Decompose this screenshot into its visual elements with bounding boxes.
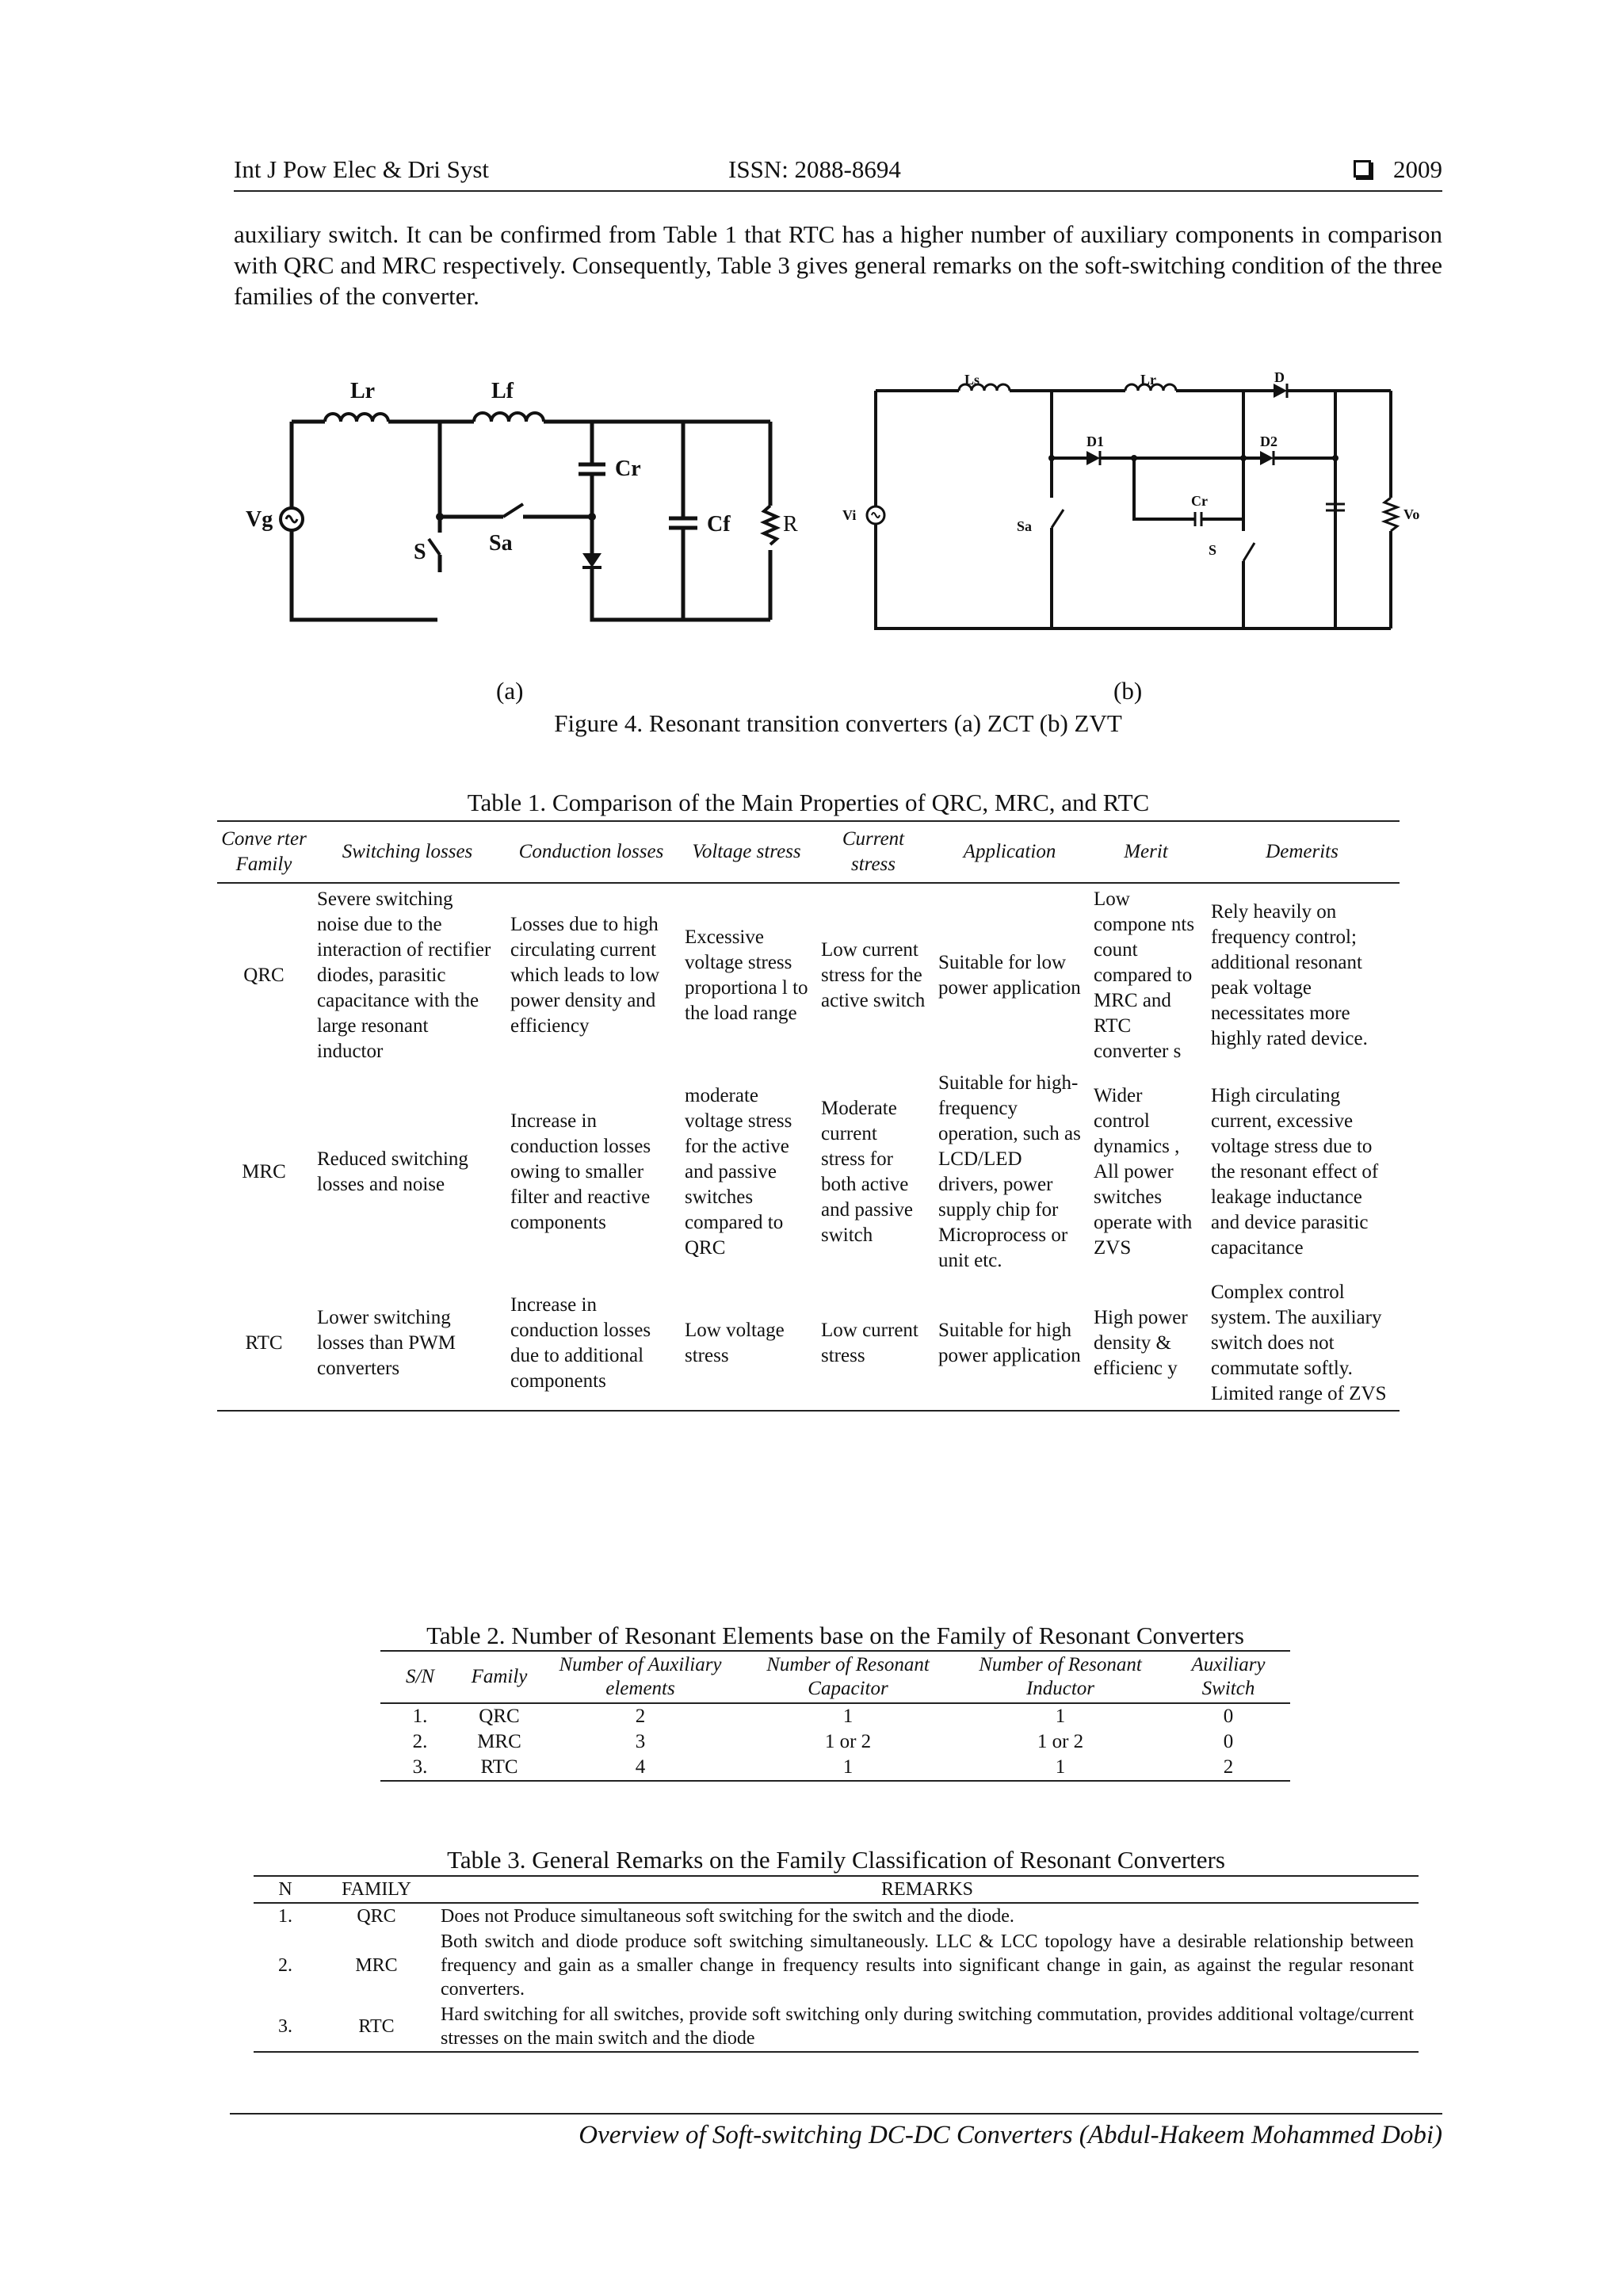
table-cell: Suitable for high power application: [932, 1277, 1087, 1411]
square-bullet-icon: [1354, 160, 1371, 178]
table3-header: FAMILY: [317, 1876, 436, 1903]
table-cell: Both switch and diode produce soft switching simultaneously. LLC & LCC topology have a desirable relationship between frequency and gain as a smaller change in frequency results into significant change in gain, as against the regular resonant converters.: [441, 1931, 1414, 2000]
circuit-diagram-zct: [238, 372, 808, 634]
label-lf: Lf: [491, 379, 514, 403]
table1-caption: Table 1. Comparison of the Main Properties of QRC, MRC, and RTC: [467, 789, 1150, 816]
table-cell: Increase in conduction losses due to additional components: [504, 1277, 678, 1411]
table1: [217, 820, 1400, 1412]
table-cell: Low current stress: [815, 1277, 932, 1411]
table2-header: Number of Auxiliary elements: [539, 1651, 742, 1703]
label-lr: Lr: [350, 379, 376, 403]
table-cell: Complex control system. The auxiliary switch does not commutate softly. Limited range of ZVS: [1205, 1277, 1400, 1411]
table-cell: Low compone nts count compared to MRC and RTC converter s: [1094, 888, 1195, 1062]
table-cell: High circulating current, excessive voltage stress due to the resonant effect of leakage inductance and device parasitic capacitance: [1211, 1085, 1379, 1259]
table-cell: 1.: [278, 1906, 292, 1927]
table-cell: Moderate current stress for both active and passive switch: [821, 1098, 913, 1246]
table-cell: 4: [539, 1755, 742, 1781]
table1-header: Current stress: [815, 821, 932, 883]
table-cell: Low current stress for the active switch: [821, 939, 926, 1011]
table-cell: 3.: [254, 2002, 317, 2052]
table-cell: MRC: [355, 1955, 398, 1976]
table-cell: 3: [635, 1731, 646, 1752]
table-cell: RTC: [217, 1277, 311, 1411]
table1-header: Switching losses: [311, 821, 504, 883]
table1-header: Application: [932, 821, 1087, 883]
table1-header: Conduction losses: [504, 821, 678, 883]
table-cell: 1 or 2: [1037, 1731, 1084, 1752]
table-cell: 1: [1055, 1706, 1066, 1727]
table2-header: Number of Resonant Capacitor: [742, 1651, 954, 1703]
table-cell: Hard switching for all switches, provide soft switching only during switching commutation, provides additional voltage/current stresses on the main switch and the diode: [436, 2002, 1419, 2052]
table-cell: 3.: [380, 1755, 460, 1781]
table-cell: Excessive voltage stress proportiona l to the load range: [685, 926, 808, 1024]
table-row: [254, 1903, 1419, 1929]
issn: ISSN: 2088-8694: [728, 155, 901, 183]
circuit-diagram-zvt: [836, 365, 1438, 642]
table3-header: N: [254, 1876, 317, 1903]
label-ls: Ls: [964, 372, 980, 388]
table-row: [217, 1068, 1400, 1277]
table2-header: S/N: [380, 1651, 460, 1703]
table-row: [254, 1929, 1419, 2002]
table-cell: QRC: [479, 1706, 520, 1727]
table3: [254, 1875, 1419, 2053]
intro-paragraph: auxiliary switch. It can be confirmed from Table 1 that RTC has a higher number of auxiliary components in comparison with QRC and MRC respectively. Consequently, Table 3 gives general remarks on the soft-switching condition of the three families of the converter.: [234, 220, 1442, 310]
table-cell: Severe switching noise due to the interaction of rectifier diodes, parasitic capacitance with the large resonant inductor: [317, 888, 491, 1062]
label-d: D: [1274, 369, 1285, 385]
table-cell: RTC: [317, 2002, 436, 2052]
table-cell: 1: [954, 1755, 1167, 1781]
table2-header: Family: [460, 1651, 539, 1703]
table-cell: 2: [1167, 1755, 1290, 1781]
label-vg: Vg: [246, 507, 273, 532]
table-cell: RTC: [460, 1755, 539, 1781]
table-cell: MRC: [242, 1161, 286, 1182]
label-cr-b: Cr: [1191, 493, 1208, 509]
page-footer: Overview of Soft-switching DC-DC Converters (Abdul-Hakeem Mohammed Dobi): [230, 2113, 1442, 2150]
table2: [380, 1650, 1290, 1782]
table-cell: MRC: [477, 1731, 521, 1752]
table-cell: 2.: [278, 1955, 292, 1976]
table2-header: Auxiliary Switch: [1167, 1651, 1290, 1703]
journal-name: Int J Pow Elec & Dri Syst: [234, 155, 490, 183]
table-cell: Losses due to high circulating current which leads to low power density and efficiency: [510, 914, 660, 1037]
table-cell: Does not Produce simultaneous soft switching for the switch and the diode.: [441, 1906, 1014, 1927]
table-cell: 2.: [412, 1731, 428, 1752]
table-row: [217, 883, 1400, 1068]
label-d1: D1: [1086, 434, 1104, 449]
label-s: S: [414, 540, 426, 564]
table-cell: 1: [842, 1706, 854, 1727]
table-cell: 0: [1223, 1706, 1234, 1727]
figure-caption: Figure 4. Resonant transition converters (a) ZCT (b) ZVT: [554, 709, 1122, 737]
table-row: [254, 2002, 1419, 2052]
table-cell: High power density & efficienc y: [1087, 1277, 1205, 1411]
table-cell: 1 or 2: [824, 1731, 872, 1752]
table-cell: Wider control dynamics , All power switches operate with ZVS: [1094, 1085, 1193, 1259]
page-number: 2009: [1393, 155, 1442, 183]
table-cell: Increase in conduction losses owing to smaller filter and reactive components: [510, 1110, 651, 1233]
label-s-b: S: [1209, 542, 1217, 558]
table-cell: Suitable for high-frequency operation, such as LCD/LED drivers, power supply chip for Microprocess or unit etc.: [938, 1072, 1081, 1271]
table-cell: Reduced switching losses and noise: [317, 1148, 468, 1195]
table-row: [380, 1755, 1290, 1781]
table-cell: Lower switching losses than PWM converters: [311, 1277, 504, 1411]
table-cell: QRC: [243, 965, 285, 986]
table1-header: Merit: [1087, 821, 1205, 883]
table-cell: Low voltage stress: [678, 1277, 815, 1411]
table-cell: 2: [635, 1706, 646, 1727]
label-sa: Sa: [489, 531, 513, 556]
label-cf: Cf: [707, 512, 731, 537]
label-vo: Vo: [1403, 506, 1420, 522]
label-sa-b: Sa: [1017, 518, 1033, 534]
label-d2: D2: [1260, 434, 1277, 449]
table-cell: Suitable for low power application: [938, 952, 1081, 999]
table-cell: QRC: [357, 1906, 396, 1927]
table3-caption: Table 3. General Remarks on the Family Classification of Resonant Converters: [447, 1846, 1225, 1874]
label-lr-b: Lr: [1140, 372, 1156, 388]
table-cell: 1.: [412, 1706, 428, 1727]
table2-header-row: [380, 1651, 1290, 1703]
table1-header: Conve rter Family: [217, 821, 311, 883]
label-vi: Vi: [842, 507, 857, 523]
table3-header: REMARKS: [436, 1876, 1419, 1903]
table-row: [217, 1277, 1400, 1411]
table2-caption: Table 2. Number of Resonant Elements base on the Family of Resonant Converters: [426, 1622, 1244, 1649]
table-cell: 1: [742, 1755, 954, 1781]
page-header: [234, 155, 1442, 192]
table2-header: Number of Resonant Inductor: [954, 1651, 1167, 1703]
table1-header: Demerits: [1205, 821, 1400, 883]
subcaption-b: (b): [1113, 677, 1143, 705]
table-row: [380, 1729, 1290, 1755]
subcaption-a: (a): [496, 677, 524, 705]
table-cell: Rely heavily on frequency control; additional resonant peak voltage necessitates more highly rated device.: [1211, 901, 1368, 1049]
table1-header: Voltage stress: [678, 821, 815, 883]
table-row: [380, 1703, 1290, 1729]
table1-header-row: [217, 821, 1400, 883]
table-cell: moderate voltage stress for the active and passive switches compared to QRC: [685, 1085, 792, 1259]
label-cr: Cr: [615, 457, 641, 481]
table-cell: 0: [1223, 1731, 1234, 1752]
table3-header-row: [254, 1876, 1419, 1903]
label-r: R: [783, 512, 798, 537]
